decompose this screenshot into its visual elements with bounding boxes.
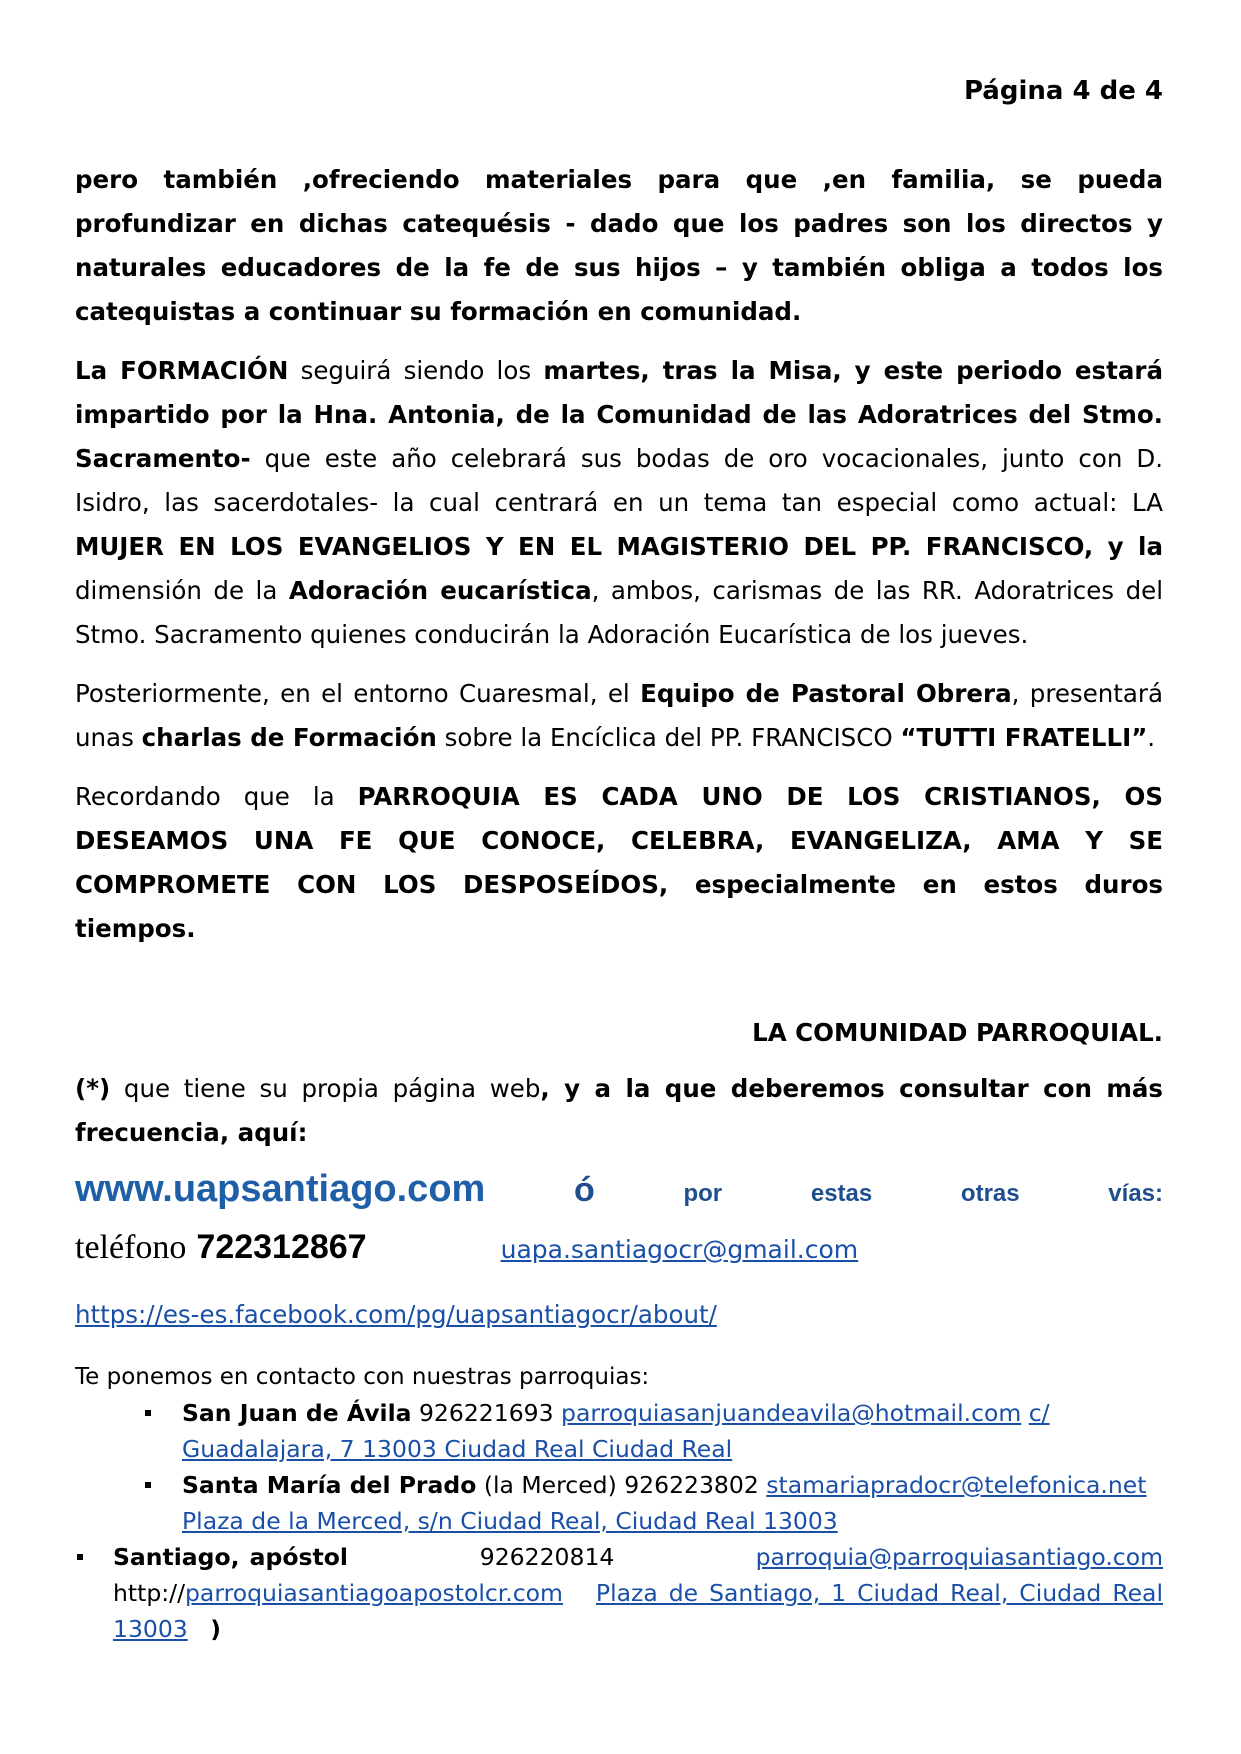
parish-address-link[interactable]: Plaza de Santiago, 1 Ciudad Real, Ciudad Real 13003	[113, 1579, 1163, 1643]
parish-phone: 926220814	[479, 1543, 615, 1571]
text-span: seguirá siendo los	[288, 356, 544, 385]
word-por: por	[683, 1180, 723, 1207]
encyclical-title: “TUTTI FRATELLI”	[900, 723, 1148, 752]
closing-paren: )	[210, 1615, 221, 1643]
body-text	[75, 158, 1163, 1647]
formation-schedule: martes, tras la Misa, y este periodo estará impartido por la Hna. Antonia, de la Comunidad de las Adoratrices del Stmo. Sacramento-	[75, 356, 1163, 473]
text-span: que tiene su propia página web	[110, 1074, 541, 1103]
parish-phone: 926223802	[616, 1471, 767, 1499]
or-word: ó	[574, 1171, 595, 1209]
asterisk-note: (*)	[75, 1074, 111, 1103]
phone-number: 722312867	[196, 1228, 367, 1266]
bullet-icon	[145, 1482, 151, 1488]
parish-address-link[interactable]: Plaza de la Merced, s/n Ciudad Real, Ciudad Real 13003	[182, 1507, 838, 1535]
paragraph-formation	[75, 349, 1163, 657]
text-span: , ambos, carismas de las RR. Adoratrices del Stmo. Sacramento quienes conducirán la Adoración Eucarística de los jueves.	[75, 576, 1164, 649]
web-prefix: http://	[113, 1579, 185, 1607]
website-line	[75, 1167, 1163, 1225]
phone-line	[75, 1225, 1163, 1277]
text-span: sobre la Encíclica del PP. FRANCISCO	[436, 723, 901, 752]
text-span: que este año celebrará sus bodas de oro vocacionales, junto con D. Isidro, las sacerdotales- la cual centrará en un tema tan especial como actual: LA	[75, 444, 1163, 517]
pastoral-team: Equipo de Pastoral Obrera	[640, 679, 1012, 708]
bullet-icon	[77, 1554, 83, 1560]
main-email-link[interactable]: uapa.santiagocr@gmail.com	[500, 1235, 859, 1264]
facebook-link[interactable]: https://es-es.facebook.com/pg/uapsantiagocr/about/	[75, 1300, 717, 1329]
text-span: Recordando que la	[75, 782, 358, 811]
website-link[interactable]: www.uapsantiago.com	[75, 1168, 486, 1210]
paragraph-continuation: pero también ,ofreciendo materiales para que ,en familia, se pueda profundizar en dichas catequésis - dado que los padres son los directos y naturales educadores de la fe de sus hijos – y también obliga a todos los catequistas a continuar su formación en comunidad.	[75, 165, 1163, 326]
contact-intro: Te ponemos en contacto con nuestras parroquias:	[75, 1364, 650, 1390]
parish-statement: PARROQUIA ES CADA UNO DE LOS CRISTIANOS, OS DESEAMOS UNA FE QUE CONOCE, CELEBRA, EVANGELIZA, AMA Y SE COMPROMETE CON LOS DESPOSEÍDOS, especialmente en estos duros tiempos.	[75, 782, 1163, 943]
list-item	[75, 1539, 1163, 1647]
word-otras: otras	[960, 1180, 1020, 1207]
parish-extra: (la Merced)	[476, 1471, 617, 1499]
paragraph-lent	[75, 672, 1163, 760]
parish-name: Santiago, apóstol	[113, 1543, 348, 1571]
facebook-line	[75, 1293, 1163, 1337]
parish-name: San Juan de Ávila	[182, 1399, 412, 1427]
text-span: .	[1147, 723, 1156, 752]
list-item	[75, 1395, 1163, 1467]
parish-email-link[interactable]: parroquiasanjuandeavila@hotmail.com	[561, 1399, 1022, 1427]
parish-email-link[interactable]: stamariapradocr@telefonica.net	[766, 1471, 1147, 1499]
paragraph-note	[75, 1067, 1163, 1155]
formation-talks: charlas de Formación	[141, 723, 437, 752]
list-item	[75, 1467, 1163, 1539]
formation-topic: MUJER EN LOS EVANGELIOS Y EN EL MAGISTERIO DEL PP. FRANCISCO, y la	[75, 532, 1163, 561]
formation-heading: La FORMACIÓN	[75, 356, 289, 385]
parish-list	[75, 1395, 1163, 1647]
parish-name: Santa María del Prado	[182, 1471, 477, 1499]
parish-email-link[interactable]: parroquia@parroquiasantiago.com	[755, 1543, 1163, 1571]
parish-web-link[interactable]: parroquiasantiagoapostolcr.com	[185, 1579, 563, 1607]
page-number: Página 4 de 4	[963, 76, 1163, 106]
parish-address-link[interactable]: c/ Guadalajara, 7 13003 Ciudad Real Ciudad Real	[182, 1399, 1050, 1463]
text-span: dimensión de la	[75, 576, 289, 605]
parish-phone: 926221693	[411, 1399, 562, 1427]
word-vias: vías:	[1108, 1180, 1163, 1207]
note-bold: , y a la que deberemos consultar con más frecuencia, aquí:	[75, 1074, 1163, 1147]
bullet-icon	[145, 1410, 151, 1416]
text-span: , presentará unas	[75, 679, 1164, 752]
signature: LA COMUNIDAD PARROQUIAL.	[752, 1018, 1163, 1047]
text-span: Posteriormente, en el entorno Cuaresmal, el	[75, 679, 641, 708]
adoration-term: Adoración eucarística	[288, 576, 592, 605]
word-estas: estas	[810, 1180, 873, 1207]
paragraph-parish	[75, 775, 1163, 951]
phone-label: teléfono	[75, 1229, 187, 1266]
